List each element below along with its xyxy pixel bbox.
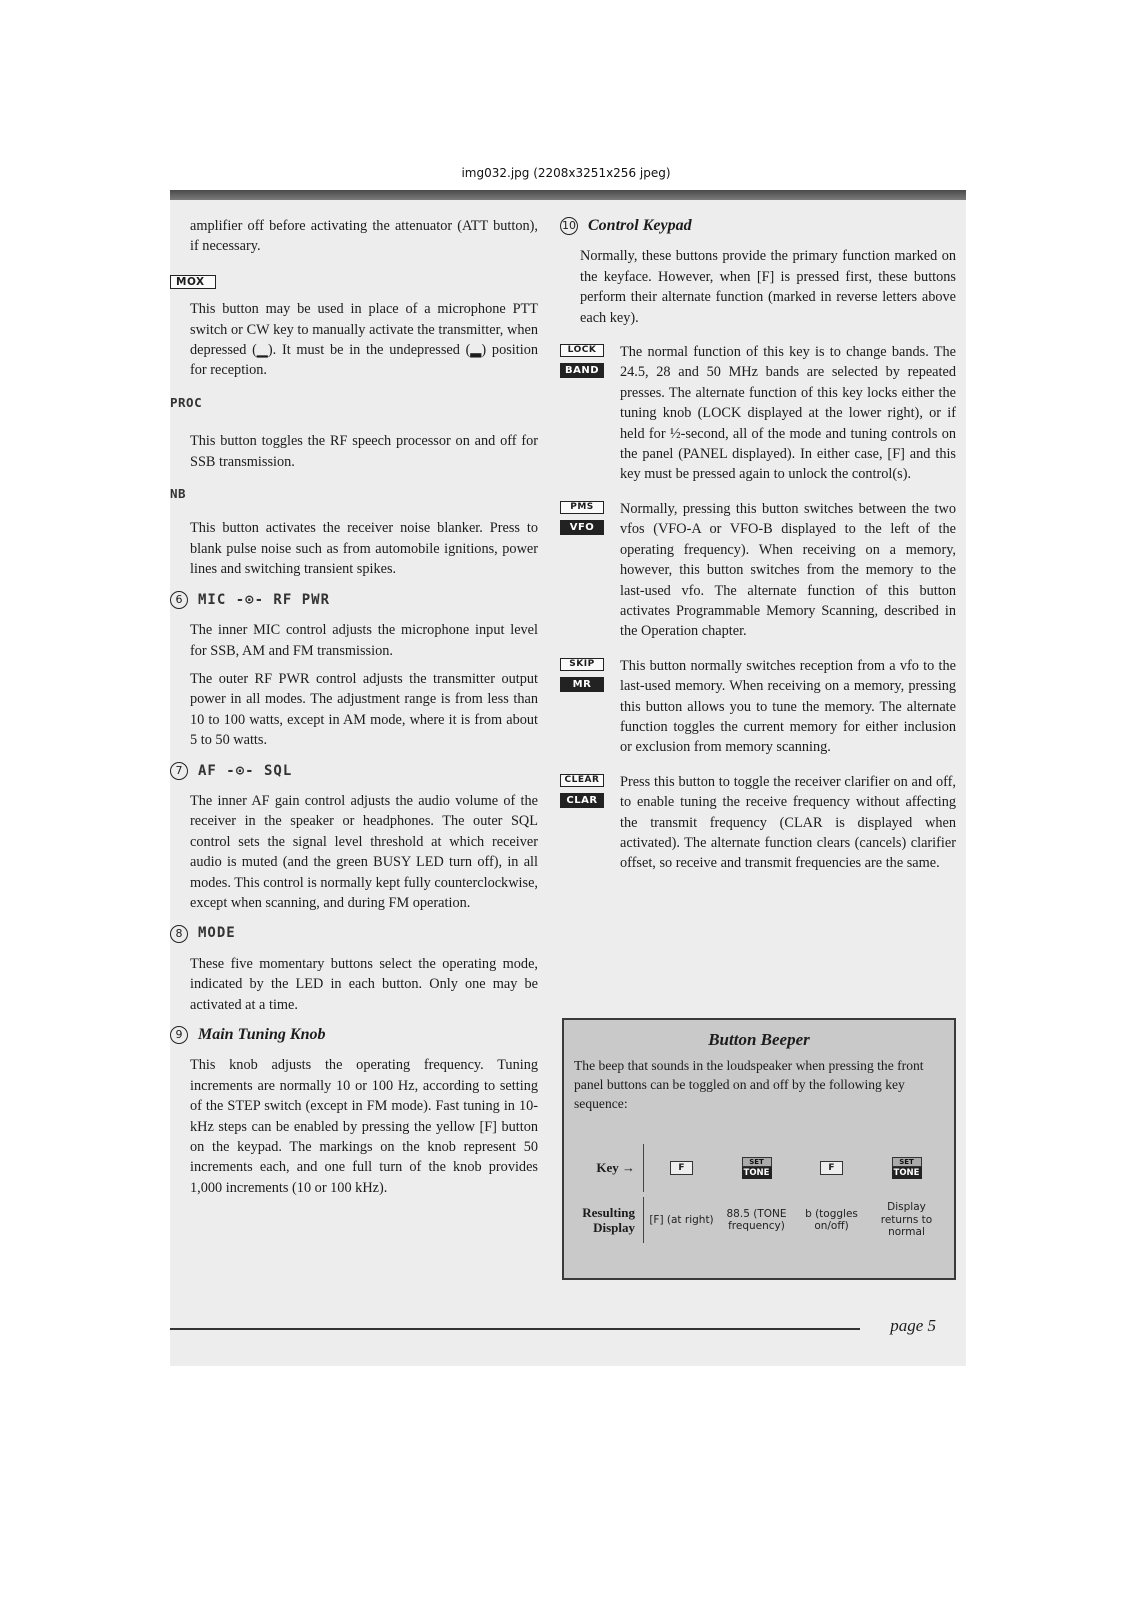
section-6-title: MIC -⊙- RF PWR: [198, 591, 331, 608]
beeper-key-2: SET TONE: [742, 1157, 772, 1179]
image-caption: img032.jpg (2208x3251x256 jpeg): [461, 166, 671, 180]
section-8-header: [170, 923, 538, 943]
section-10-intro: Normally, these buttons provide the primary function marked on the keyface. However, when [F] is pressed first, these buttons perform their alternate function (marked in reverse letters above each key).: [580, 248, 956, 326]
beeper-key-4: SET TONE: [892, 1157, 922, 1179]
mr-key-description: This button normally switches reception from a vfo to the last-used memory. When receiving on a memory, pressing this button allows you to tune the memory. The alternate function toggles the current memory for either inclusion or exclusion from memory scanning.: [620, 657, 956, 756]
result-row-label: Resulting Display: [574, 1197, 644, 1243]
beeper-key-1: F: [670, 1161, 692, 1175]
key-clear-clar: [560, 772, 956, 874]
section-10-header: [560, 216, 956, 236]
section-10-number: 10: [560, 217, 578, 235]
nb-paragraph: This button activates the receiver noise blanker. Press to blank pulse noise such as from automobile ignitions, power lines and switching transient spikes.: [190, 520, 538, 578]
section-9-header: [170, 1025, 538, 1045]
vfo-key-description: Normally, pressing this button switches between the two vfos (VFO-A or VFO-B displayed to the left of the operating frequency). When receiving on a memory, however, this button switches from the memory to the last-used vfo. The alternate function of this button activates Programmable Memory Scanning, described in the Operation chapter.: [620, 500, 956, 640]
band-key-description: The normal function of this key is to change bands. The 24.5, 28 and 50 MHz bands are selected by repeated presses. The alternate function of this key locks either the tuning knob (LOCK displayed at the lower right), or if held for ½-second, all of the mode and tuning controls on the panel (PANEL displayed). In either case, [F] and this key must be pressed again to unlock the control(s).: [620, 344, 956, 483]
beeper-key-table: [574, 1144, 944, 1248]
section-9-p1: This knob adjusts the operating frequency. Tuning increments are normally 10 or 100 Hz, according to setting of the STEP switch (except in FM mode). Fast tuning in 10-kHz steps can be enabled by pressing the yellow [F] button on the keypad. The markings on the knob represent 50 increments each, and one full turn of the knob provides 1,000 increments (10 or 100 kHz).: [190, 1057, 538, 1196]
beeper-title: Button Beeper: [708, 1030, 810, 1049]
proc-label: PROC: [170, 394, 203, 410]
section-7-number: 7: [170, 762, 188, 780]
section-6-header: [170, 590, 538, 610]
intro-paragraph: amplifier off before activating the attenuator (ATT button), if necessary.: [190, 218, 538, 255]
section-7-header: [170, 761, 538, 781]
section-10-title: Control Keypad: [588, 217, 692, 234]
section-6-number: 6: [170, 591, 188, 609]
key-lock-band: [560, 342, 956, 485]
proc-paragraph: This button toggles the RF speech processor on and off for SSB transmission.: [190, 433, 538, 470]
key-row: [574, 1144, 944, 1192]
page-number: page 5: [890, 1316, 936, 1335]
mr-key-label: MR: [560, 677, 604, 692]
key-row-label: Key →: [574, 1144, 644, 1192]
right-column: [560, 216, 956, 874]
clar-key-description: Press this button to toggle the receiver clarifier on and off, to enable tuning the receive frequency without affecting the transmit frequency (CLAR is displayed when activated). The alternate function clears (cancels) clarifier offset, so receive and transmit frequencies are the same.: [620, 773, 956, 872]
section-8-number: 8: [170, 925, 188, 943]
beeper-result-2: 88.5 (TONE frequency): [726, 1207, 787, 1232]
left-column: [170, 216, 538, 1198]
mox-paragraph: This button may be used in place of a microphone PTT switch or CW key to manually activate the transmitter, when depressed (▁). It must be in the undepressed (▂) position for reception.: [190, 301, 538, 379]
section-7-title: AF -⊙- SQL: [198, 762, 293, 779]
section-6-p2: The outer RF PWR control adjusts the transmitter output power in all modes. The adjustment range is from less than 10 to 100 watts, except in AM mode, where it is from about 5 to 50 watts.: [190, 670, 538, 749]
beeper-key-3: F: [820, 1161, 842, 1175]
nb-label: NB: [170, 486, 187, 502]
skip-key-alt-label: SKIP: [560, 658, 604, 671]
top-rule: [170, 190, 966, 200]
beeper-result-4: Display returns to normal: [880, 1201, 933, 1239]
section-9-title: Main Tuning Knob: [198, 1026, 326, 1043]
manual-page: [170, 190, 966, 1366]
result-row: [574, 1192, 944, 1248]
vfo-key-label: VFO: [560, 520, 604, 535]
section-8-p1: These five momentary buttons select the operating mode, indicated by the LED in each button. Only one may be activated at a time.: [190, 955, 538, 1013]
key-skip-mr: [560, 656, 956, 758]
footer-rule: [170, 1328, 860, 1330]
section-6-p1: The inner MIC control adjusts the microphone input level for SSB, AM and FM transmission.: [190, 622, 538, 659]
beeper-text: The beep that sounds in the loudspeaker when pressing the front panel buttons can be toggled on and off by the following key sequence:: [574, 1058, 924, 1111]
beeper-result-3: b (toggles on/off): [805, 1207, 858, 1232]
button-beeper-box: [562, 1018, 956, 1280]
section-7-p1: The inner AF gain control adjusts the audio volume of the receiver in the speaker or headphones. The outer SQL control sets the signal level threshold at which receiver audio is muted (and the green BUSY LED turn off), in all modes. This control is normally kept fully counterclockwise, except when scanning, and during FM operation.: [190, 792, 538, 911]
band-key-label: BAND: [560, 363, 604, 378]
mox-label: MOX: [170, 275, 216, 289]
beeper-result-1: [F] (at right): [649, 1213, 714, 1226]
section-8-title: MODE: [198, 925, 236, 942]
clear-key-alt-label: CLEAR: [560, 774, 604, 787]
clar-key-label: CLAR: [560, 793, 604, 808]
section-9-number: 9: [170, 1026, 188, 1044]
lock-key-alt-label: LOCK: [560, 344, 604, 357]
pms-key-alt-label: PMS: [560, 501, 604, 514]
key-pms-vfo: [560, 499, 956, 642]
